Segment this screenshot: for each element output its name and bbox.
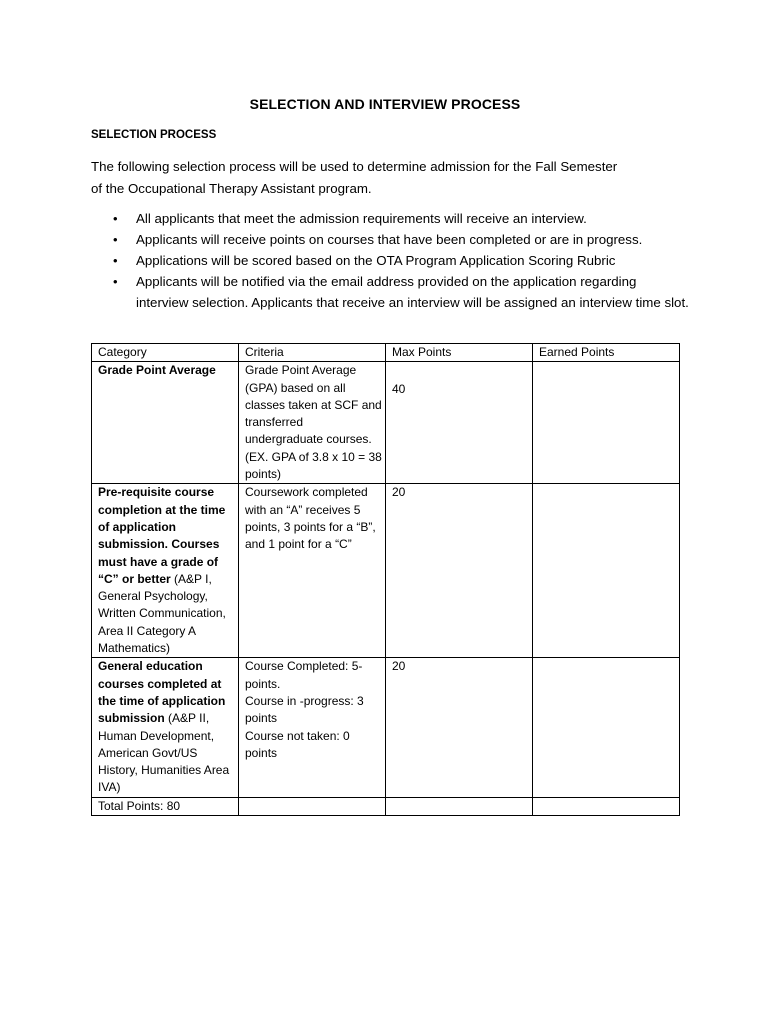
earned-points-cell: [533, 484, 680, 658]
bullet-icon: •: [113, 253, 118, 268]
empty-cell: [239, 797, 386, 815]
category-detail: (A&P II, Human Development, American Govt/US History, Humanities Area IVA): [98, 711, 230, 795]
list-item: [91, 250, 691, 271]
category-cell: [92, 362, 239, 484]
header-criteria: Criteria: [239, 344, 386, 362]
table-row: [92, 362, 680, 484]
page-title: SELECTION AND INTERVIEW PROCESS: [249, 96, 521, 112]
max-points-cell: 20: [386, 658, 533, 797]
max-points-cell: 20: [386, 484, 533, 658]
bullet-text: Applicants will be notified via the email address provided on the application regarding interview selection. Applicants that receive an interview will be assigned an interview time slot.: [136, 274, 689, 310]
empty-cell: [386, 797, 533, 815]
section-heading: SELECTION PROCESS: [91, 129, 217, 141]
category-detail: (A&P I, General Psychology, Written Communication, Area II Category A Mathematics): [98, 571, 226, 656]
bullet-text: Applications will be scored based on the OTA Program Application Scoring Rubric: [136, 253, 616, 268]
category-title: Grade Point Average: [98, 363, 216, 378]
list-item: [91, 208, 691, 229]
list-item: [91, 229, 691, 250]
header-max-points: Max Points: [386, 344, 533, 362]
category-cell: [92, 484, 239, 658]
intro-line-2: of the Occupational Therapy Assistant program.: [91, 180, 372, 196]
total-points-label: Total Points: 80: [92, 797, 239, 815]
list-item: [91, 271, 691, 313]
intro-paragraph: [91, 156, 691, 199]
bullet-icon: •: [113, 232, 118, 247]
bullet-list: [91, 208, 691, 313]
category-title: Pre-requisite course completion at the time of application submission. Courses must have a grade of “C” or better: [98, 485, 226, 586]
header-category: Category: [92, 344, 239, 362]
criteria-line: Course Completed: 5-points.: [245, 659, 363, 691]
table-header-row: [92, 344, 680, 362]
scoring-rubric-table: [91, 343, 680, 816]
bullet-icon: •: [113, 211, 118, 226]
bullet-text: Applicants will receive points on courses that have been completed or are in progress.: [136, 232, 643, 247]
bullet-text: All applicants that meet the admission requirements will receive an interview.: [136, 211, 587, 226]
earned-points-cell: [533, 362, 680, 484]
earned-points-cell: [533, 658, 680, 797]
criteria-line: Course not taken: 0 points: [245, 728, 350, 760]
max-points-cell: 40: [386, 362, 533, 484]
criteria-cell: Coursework completed with an “A” receives 5 points, 3 points for a “B”, and 1 point for a “C”: [239, 484, 386, 658]
table-total-row: [92, 797, 680, 815]
intro-line-1: The following selection process will be used to determine admission for the Fall Semester: [91, 159, 618, 174]
header-earned-points: Earned Points: [533, 344, 680, 362]
criteria-line: Course in -progress: 3 points: [245, 693, 364, 726]
criteria-cell: [239, 658, 386, 797]
bullet-icon: •: [113, 274, 118, 289]
empty-cell: [533, 797, 680, 815]
table-row: [92, 484, 680, 658]
category-title: General education courses completed at the time of application submission: [98, 659, 226, 726]
table-row: [92, 658, 680, 797]
criteria-cell: Grade Point Average (GPA) based on all classes taken at SCF and transferred undergraduate courses. (EX. GPA of 3.8 x 10 = 38 points): [239, 362, 386, 484]
category-cell: [92, 658, 239, 797]
